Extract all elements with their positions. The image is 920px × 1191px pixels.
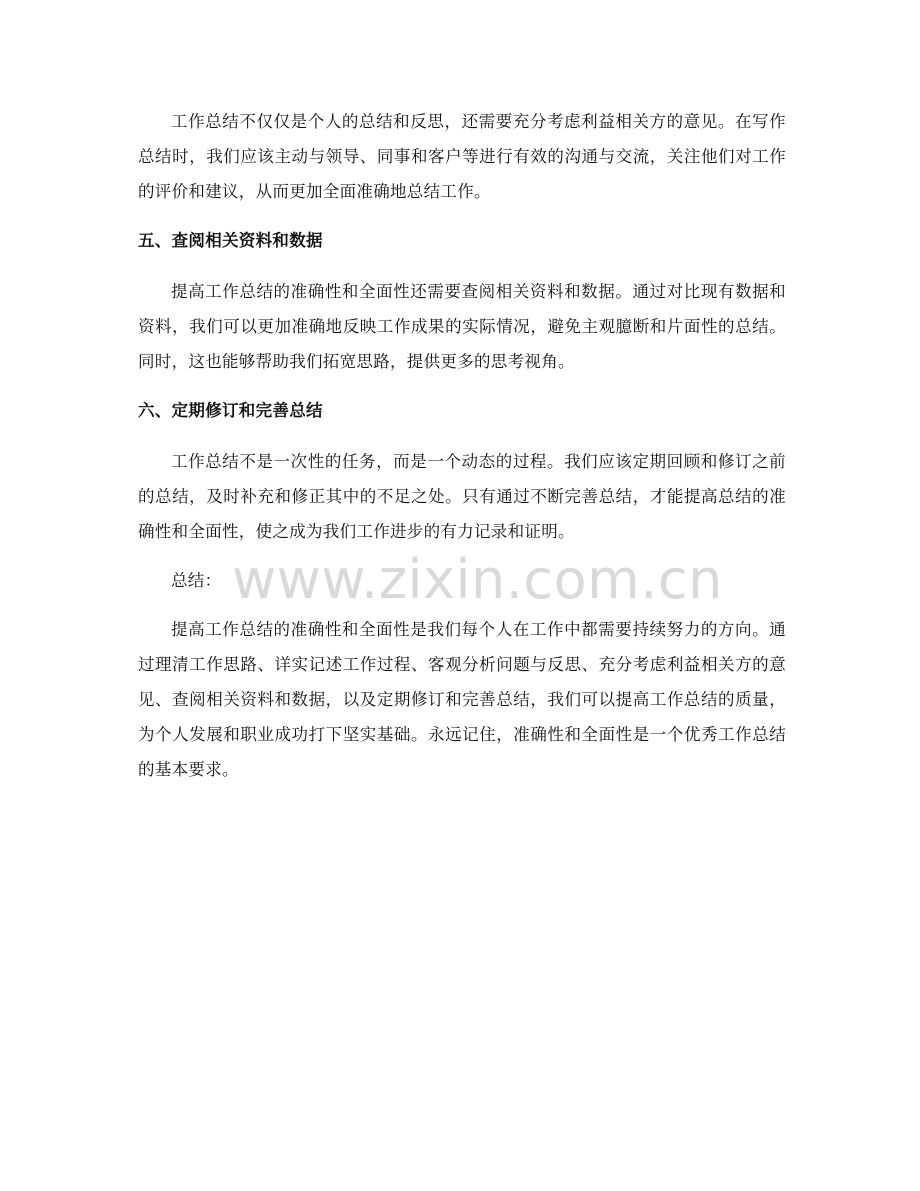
paragraph-intro: 工作总结不仅仅是个人的总结和反思，还需要充分考虑利益相关方的意见。在写作总结时，我们应该主动与领导、同事和客户等进行有效的沟通与交流，关注他们对工作的评价和建议，从而更加全面准确地总结工作。 (138, 112, 786, 201)
paragraph-summary: 提高工作总结的准确性和全面性是我们每个人在工作中都需要持续努力的方向。通过理清工作思路、详实记述工作过程、客观分析问题与反思、充分考虑利益相关方的意见、查阅相关资料和数据，以及定期修订和完善总结，我们可以提高工作总结的质量，为个人发展和职业成功打下坚实基础。永远记住，准确性和全面性是一个优秀工作总结的基本要求。 (138, 620, 786, 779)
paragraph-section-6: 工作总结不是一次性的任务，而是一个动态的过程。我们应该定期回顾和修订之前的总结，及时补充和修正其中的不足之处。只有通过不断完善总结，才能提高总结的准确性和全面性，使之成为我们工作进步的有力记录和证明。 (138, 452, 786, 541)
watermark: www.zixin.com.cn (232, 548, 723, 611)
summary-label: 总结： (171, 571, 222, 590)
document-body (138, 104, 786, 787)
paragraph-section-5: 提高工作总结的准确性和全面性还需要查阅相关资料和数据。通过对比现有数据和资料，我们可以更加准确地反映工作成果的实际情况，避免主观臆断和片面性的总结。同时，这也能够帮助我们拓宽思路，提供更多的思考视角。 (138, 282, 786, 371)
section-heading-6: 六、定期修订和完善总结 (138, 401, 323, 420)
section-heading-5: 五、查阅相关资料和数据 (138, 231, 323, 250)
